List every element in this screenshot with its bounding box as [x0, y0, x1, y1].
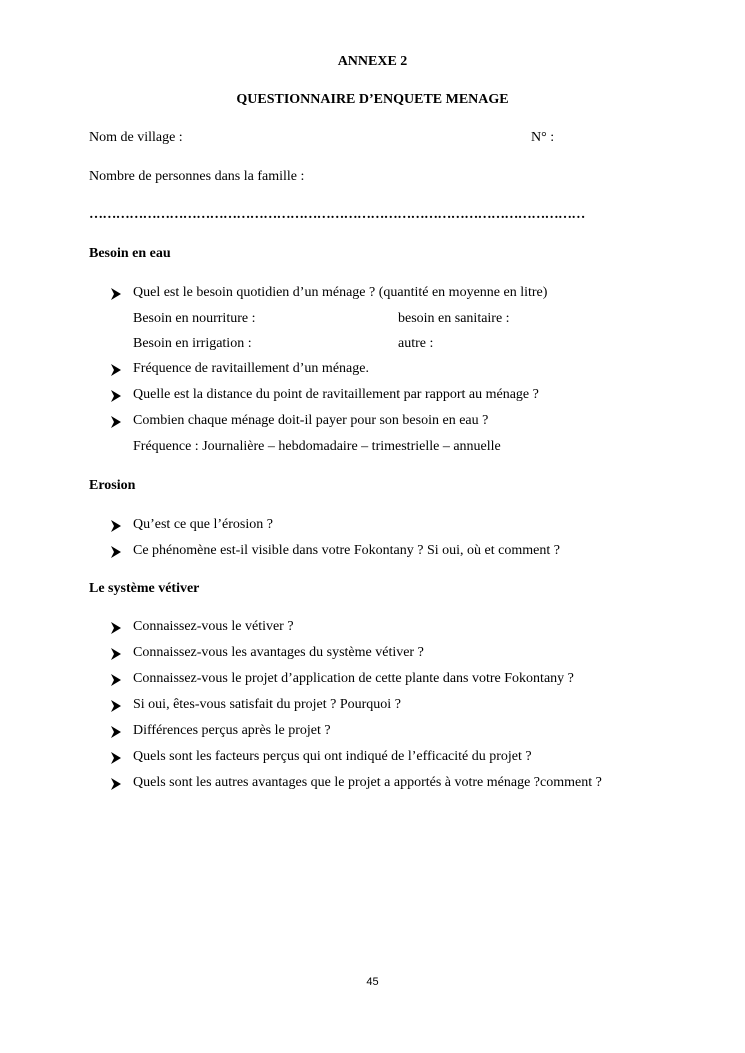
question-vetiver-4: Si oui, êtes-vous satisfait du projet ? Pourquoi ?: [133, 697, 401, 712]
arrow-bullet-icon: [110, 621, 122, 635]
question-vetiver-7: Quels sont les autres avantages que le projet a apportés à votre ménage ?comment ?: [133, 775, 602, 790]
arrow-bullet-icon: [110, 519, 122, 533]
question-erosion-2: Ce phénomène est-il visible dans votre Fokontany ? Si oui, où et comment ?: [133, 543, 560, 558]
question-vetiver-3: Connaissez-vous le projet d’application de cette plante dans votre Fokontany ?: [133, 671, 574, 686]
section-title-vetiver: Le système vétiver: [89, 581, 200, 596]
question-eau-1: Quel est le besoin quotidien d’un ménage ? (quantité en moyenne en litre): [133, 285, 548, 300]
arrow-bullet-icon: [110, 751, 122, 765]
arrow-bullet-icon: [110, 415, 122, 429]
arrow-bullet-icon: [110, 287, 122, 301]
annex-label: ANNEXE 2: [337, 54, 408, 69]
question-eau-2: Fréquence de ravitaillement d’un ménage.: [133, 361, 369, 376]
section-title-erosion: Erosion: [89, 478, 136, 493]
village-field-label: Nom de village :: [89, 130, 183, 145]
arrow-bullet-icon: [110, 545, 122, 559]
sub-irrigation: Besoin en irrigation :: [133, 336, 252, 351]
question-vetiver-2: Connaissez-vous les avantages du système vétiver ?: [133, 645, 424, 660]
question-eau-4: Combien chaque ménage doit-il payer pour son besoin en eau ?: [133, 413, 489, 428]
dotted-separator: …………………………………………………………………………………………………: [89, 207, 585, 222]
arrow-bullet-icon: [110, 363, 122, 377]
question-eau-3: Quelle est la distance du point de ravitaillement par rapport au ménage ?: [133, 387, 539, 402]
page-number: 45: [366, 976, 379, 988]
question-vetiver-5: Différences perçus après le projet ?: [133, 723, 331, 738]
question-erosion-1: Qu’est ce que l’érosion ?: [133, 517, 273, 532]
arrow-bullet-icon: [110, 725, 122, 739]
arrow-bullet-icon: [110, 777, 122, 791]
frequence-options: Fréquence : Journalière – hebdomadaire – trimestrielle – annuelle: [133, 439, 501, 454]
question-vetiver-1: Connaissez-vous le vétiver ?: [133, 619, 294, 634]
sub-autre: autre :: [398, 336, 434, 351]
number-field-label: N° :: [531, 130, 555, 145]
sub-nourriture: Besoin en nourriture :: [133, 311, 256, 326]
arrow-bullet-icon: [110, 673, 122, 687]
sub-sanitaire: besoin en sanitaire :: [398, 311, 510, 326]
family-size-label: Nombre de personnes dans la famille :: [89, 169, 305, 184]
question-vetiver-6: Quels sont les facteurs perçus qui ont indiqué de l’efficacité du projet ?: [133, 749, 532, 764]
arrow-bullet-icon: [110, 647, 122, 661]
arrow-bullet-icon: [110, 699, 122, 713]
arrow-bullet-icon: [110, 389, 122, 403]
section-title-eau: Besoin en eau: [89, 246, 171, 261]
questionnaire-title: QUESTIONNAIRE D’ENQUETE MENAGE: [236, 92, 509, 107]
